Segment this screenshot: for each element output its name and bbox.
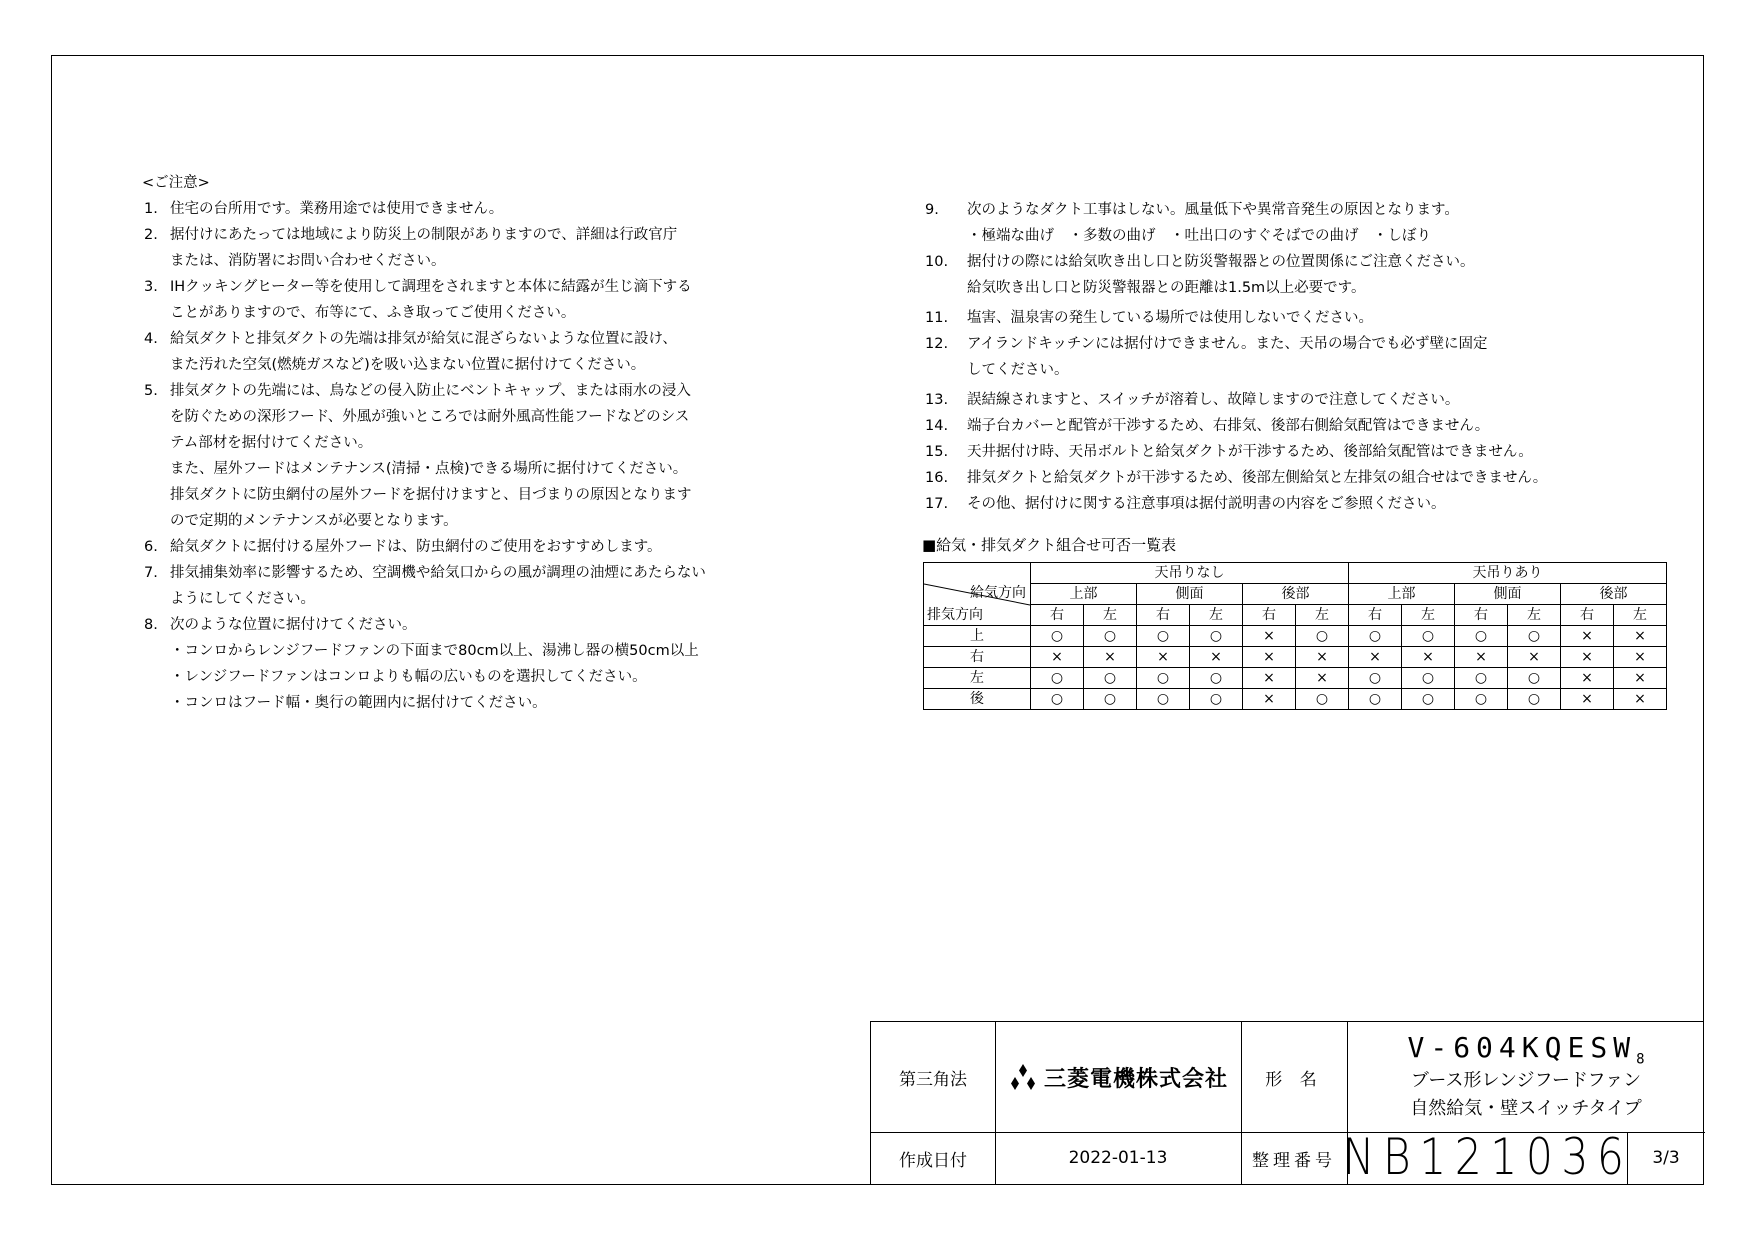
table-cell: ○ bbox=[1402, 668, 1455, 689]
table-cell: × bbox=[1190, 647, 1243, 668]
table-cell: ○ bbox=[1031, 626, 1084, 647]
table-cell: ○ bbox=[1296, 689, 1349, 710]
sub-header: 側面 bbox=[1455, 584, 1561, 605]
sub-header: 上部 bbox=[1031, 584, 1137, 605]
note-item bbox=[925, 197, 1547, 249]
note-first-line: 11. 塩害、温泉害の発生している場所では使用しないでください。 bbox=[925, 305, 1547, 331]
note-item bbox=[925, 387, 1547, 413]
note-line: を防ぐための深形フード、外風が強いところでは耐外風高性能フードなどのシス bbox=[170, 409, 690, 425]
table-row bbox=[924, 668, 1667, 689]
table-cell: ○ bbox=[1349, 668, 1402, 689]
note-item bbox=[142, 274, 706, 326]
table-cell: ○ bbox=[1508, 668, 1561, 689]
table-cell: × bbox=[1296, 668, 1349, 689]
table-corner bbox=[924, 563, 1031, 626]
note-first-line: 10. 据付けの際には給気吹き出し口と防災警報器との位置関係にご注意ください。 bbox=[925, 249, 1547, 275]
table-cell: ○ bbox=[1031, 668, 1084, 689]
table-cell: × bbox=[1402, 647, 1455, 668]
note-item bbox=[142, 196, 706, 222]
note-number: 15. bbox=[925, 444, 949, 460]
notes-left bbox=[142, 170, 706, 716]
table-cell: × bbox=[1243, 689, 1296, 710]
table-cell: ○ bbox=[1402, 689, 1455, 710]
table-cell: ○ bbox=[1084, 668, 1137, 689]
projection-label: 第三角法 bbox=[899, 1069, 967, 1090]
table-cell: × bbox=[1561, 668, 1614, 689]
table-cell: ○ bbox=[1137, 626, 1190, 647]
table-row bbox=[924, 647, 1667, 668]
note-first-line: 12. アイランドキッチンには据付けできません。また、天吊の場合でも必ず壁に固定 bbox=[925, 331, 1547, 357]
note-line: ・レンジフードファンはコンロよりも幅の広いものを選択してください。 bbox=[170, 669, 647, 685]
table-cell: ○ bbox=[1190, 668, 1243, 689]
note-number: 1. bbox=[144, 201, 158, 217]
table-cell: × bbox=[1243, 647, 1296, 668]
title-block bbox=[870, 1021, 1704, 1185]
group-header: 天吊りあり bbox=[1349, 563, 1667, 584]
note-item bbox=[925, 305, 1547, 331]
table-cell: × bbox=[1296, 647, 1349, 668]
table-cell: × bbox=[1031, 647, 1084, 668]
note-first-line: 9. 次のようなダクト工事はしない。風量低下や異常音発生の原因となります。 bbox=[925, 197, 1547, 223]
table-cell: ○ bbox=[1190, 689, 1243, 710]
note-item bbox=[142, 560, 706, 612]
side-header: 左 bbox=[1402, 605, 1455, 626]
note-line: テム部材を据付けてください。 bbox=[170, 435, 373, 451]
note-number: 17. bbox=[925, 496, 949, 512]
model-label: 形 名 bbox=[1265, 1069, 1323, 1090]
note-number: 12. bbox=[925, 336, 949, 352]
table-cell: × bbox=[1508, 647, 1561, 668]
note-first-line: 1. 住宅の台所用です。業務用途では使用できません。 bbox=[142, 196, 706, 222]
side-header: 左 bbox=[1296, 605, 1349, 626]
row-label: 右 bbox=[924, 647, 1031, 668]
note-first-line: 7. 排気捕集効率に影響するため、空調機や給気口からの風が調理の油煙にあたらない bbox=[142, 560, 706, 586]
drawing-number: NB121036 bbox=[1342, 1128, 1632, 1186]
table-cell: × bbox=[1614, 647, 1667, 668]
note-first-line: 15. 天井据付け時、天吊ボルトと給気ダクトが干渉するため、後部給気配管はできません。 bbox=[925, 439, 1547, 465]
table-cell: × bbox=[1349, 647, 1402, 668]
group-header: 天吊りなし bbox=[1031, 563, 1349, 584]
table-cell: × bbox=[1084, 647, 1137, 668]
note-number: 6. bbox=[144, 539, 158, 555]
model-description-1: ブース形レンジフードファン bbox=[1410, 1070, 1642, 1092]
note-item bbox=[925, 491, 1547, 517]
note-line: 給気吹き出し口と防災警報器との距離は1.5m以上必要です。 bbox=[967, 280, 1366, 296]
sub-header: 後部 bbox=[1243, 584, 1349, 605]
table-cell: ○ bbox=[1137, 689, 1190, 710]
table-cell: × bbox=[1614, 626, 1667, 647]
table-cell: ○ bbox=[1084, 689, 1137, 710]
note-first-line: 5. 排気ダクトの先端には、鳥などの侵入防止にベントキャップ、または雨水の浸入 bbox=[142, 378, 706, 404]
table-cell: ○ bbox=[1508, 626, 1561, 647]
side-header: 右 bbox=[1455, 605, 1508, 626]
note-line: ので定期的メンテナンスが必要となります。 bbox=[170, 513, 458, 529]
table-cell: × bbox=[1137, 647, 1190, 668]
table-cell: ○ bbox=[1402, 626, 1455, 647]
notes-heading: <ご注意> bbox=[142, 175, 210, 191]
company-name: 三菱電機株式会社 bbox=[1043, 1066, 1228, 1092]
table-cell: × bbox=[1614, 668, 1667, 689]
table-cell: ○ bbox=[1349, 626, 1402, 647]
sub-header: 側面 bbox=[1137, 584, 1243, 605]
table-row bbox=[924, 689, 1667, 710]
note-number: 4. bbox=[144, 331, 158, 347]
note-item bbox=[142, 612, 706, 716]
model-description-2: 自然給気・壁スイッチタイプ bbox=[1410, 1098, 1642, 1120]
note-item bbox=[925, 331, 1547, 383]
table-cell: × bbox=[1455, 647, 1508, 668]
note-first-line: 8. 次のような位置に据付けてください。 bbox=[142, 612, 706, 638]
side-header: 左 bbox=[1190, 605, 1243, 626]
table-cell: ○ bbox=[1455, 626, 1508, 647]
note-line: ことがありますので、布等にて、ふき取ってご使用ください。 bbox=[170, 305, 576, 321]
side-header: 右 bbox=[1561, 605, 1614, 626]
company-logo bbox=[995, 1022, 1241, 1132]
table-cell: × bbox=[1561, 689, 1614, 710]
note-number: 11. bbox=[925, 310, 949, 326]
note-number: 10. bbox=[925, 254, 949, 270]
table-cell: ○ bbox=[1349, 689, 1402, 710]
row-label: 上 bbox=[924, 626, 1031, 647]
note-item bbox=[142, 378, 706, 534]
note-line: してください。 bbox=[967, 362, 1069, 378]
note-item bbox=[925, 413, 1547, 439]
note-first-line: 3. IHクッキングヒーター等を使用して調理をされますと本体に結露が生じ滴下する bbox=[142, 274, 706, 300]
model-info bbox=[1347, 1022, 1705, 1132]
side-header: 右 bbox=[1031, 605, 1084, 626]
note-number: 7. bbox=[144, 565, 158, 581]
note-line: ・極端な曲げ ・多数の曲げ ・吐出口のすぐそばでの曲げ ・しぼり bbox=[967, 228, 1431, 244]
table-cell: × bbox=[1561, 647, 1614, 668]
exhaust-direction-label: 排気方向 bbox=[927, 606, 983, 623]
note-number: 13. bbox=[925, 392, 949, 408]
table-cell: ○ bbox=[1190, 626, 1243, 647]
note-item bbox=[925, 249, 1547, 301]
date-label: 作成日付 bbox=[899, 1150, 967, 1171]
note-number: 14. bbox=[925, 418, 949, 434]
side-header: 左 bbox=[1084, 605, 1137, 626]
note-first-line: 6. 給気ダクトに据付ける屋外フードは、防虫網付のご使用をおすすめします。 bbox=[142, 534, 706, 560]
note-line: また、屋外フードはメンテナンス(清掃・点検)できる場所に据付けてください。 bbox=[170, 461, 688, 477]
table-row bbox=[924, 626, 1667, 647]
table-cell: × bbox=[1614, 689, 1667, 710]
note-first-line: 17. その他、据付けに関する注意事項は据付説明書の内容をご参照ください。 bbox=[925, 491, 1547, 517]
number-label: 整理番号 bbox=[1252, 1150, 1336, 1171]
note-item bbox=[142, 534, 706, 560]
table-cell: ○ bbox=[1455, 689, 1508, 710]
note-first-line: 14. 端子台カバーと配管が干渉するため、右排気、後部右側給気配管はできません。 bbox=[925, 413, 1547, 439]
note-line: ようにしてください。 bbox=[170, 591, 315, 607]
note-item bbox=[925, 439, 1547, 465]
table-cell: ○ bbox=[1296, 626, 1349, 647]
table-cell: ○ bbox=[1455, 668, 1508, 689]
side-header: 左 bbox=[1614, 605, 1667, 626]
table-cell: × bbox=[1243, 626, 1296, 647]
supply-direction-label: 給気方向 bbox=[970, 584, 1026, 601]
note-first-line: 4. 給気ダクトと排気ダクトの先端は排気が給気に混ざらないような位置に設け、 bbox=[142, 326, 706, 352]
table-cell: ○ bbox=[1508, 689, 1561, 710]
model-number: $V-604KQESW_8$ bbox=[1407, 1030, 1645, 1068]
table-title: ■給気・排気ダクト組合せ可否一覧表 bbox=[922, 536, 1177, 554]
note-first-line: 13. 誤結線されますと、スイッチが溶着し、故障しますので注意してください。 bbox=[925, 387, 1547, 413]
side-header: 右 bbox=[1137, 605, 1190, 626]
combination-table bbox=[923, 562, 1667, 710]
note-number: 3. bbox=[144, 279, 158, 295]
note-number: 2. bbox=[144, 227, 158, 243]
table-cell: × bbox=[1243, 668, 1296, 689]
note-first-line: 2. 据付けにあたっては地域により防災上の制限がありますので、詳細は行政官庁 bbox=[142, 222, 706, 248]
note-first-line: 16. 排気ダクトと給気ダクトが干渉するため、後部左側給気と左排気の組合せはできません。 bbox=[925, 465, 1547, 491]
sub-header: 後部 bbox=[1561, 584, 1667, 605]
notes-right bbox=[925, 197, 1547, 517]
note-line: 排気ダクトに防虫網付の屋外フードを据付けますと、目づまりの原因となります bbox=[170, 487, 692, 503]
row-label: 左 bbox=[924, 668, 1031, 689]
note-number: 16. bbox=[925, 470, 949, 486]
note-item bbox=[142, 326, 706, 378]
note-line: または、消防署にお問い合わせください。 bbox=[170, 253, 446, 269]
note-number: 5. bbox=[144, 383, 158, 399]
note-item bbox=[925, 465, 1547, 491]
table-cell: ○ bbox=[1031, 689, 1084, 710]
table-cell: ○ bbox=[1084, 626, 1137, 647]
table-cell: ○ bbox=[1137, 668, 1190, 689]
note-number: 8. bbox=[144, 617, 158, 633]
date-value: 2022-01-13 bbox=[1068, 1148, 1168, 1168]
mitsubishi-logo-icon bbox=[1008, 1064, 1038, 1090]
note-line: また汚れた空気(燃焼ガスなど)を吸い込まない位置に据付けてください。 bbox=[170, 357, 646, 373]
note-line: ・コンロからレンジフードファンの下面まで80cm以上、湯沸し器の横50cm以上 bbox=[170, 643, 699, 659]
sub-header: 上部 bbox=[1349, 584, 1455, 605]
note-line: ・コンロはフード幅・奥行の範囲内に据付けてください。 bbox=[170, 695, 547, 711]
row-label: 後 bbox=[924, 689, 1031, 710]
side-header: 右 bbox=[1349, 605, 1402, 626]
note-number: 9. bbox=[925, 202, 939, 218]
page-number: 3/3 bbox=[1652, 1148, 1680, 1168]
note-item bbox=[142, 222, 706, 274]
side-header: 右 bbox=[1243, 605, 1296, 626]
side-header: 左 bbox=[1508, 605, 1561, 626]
table-cell: × bbox=[1561, 626, 1614, 647]
